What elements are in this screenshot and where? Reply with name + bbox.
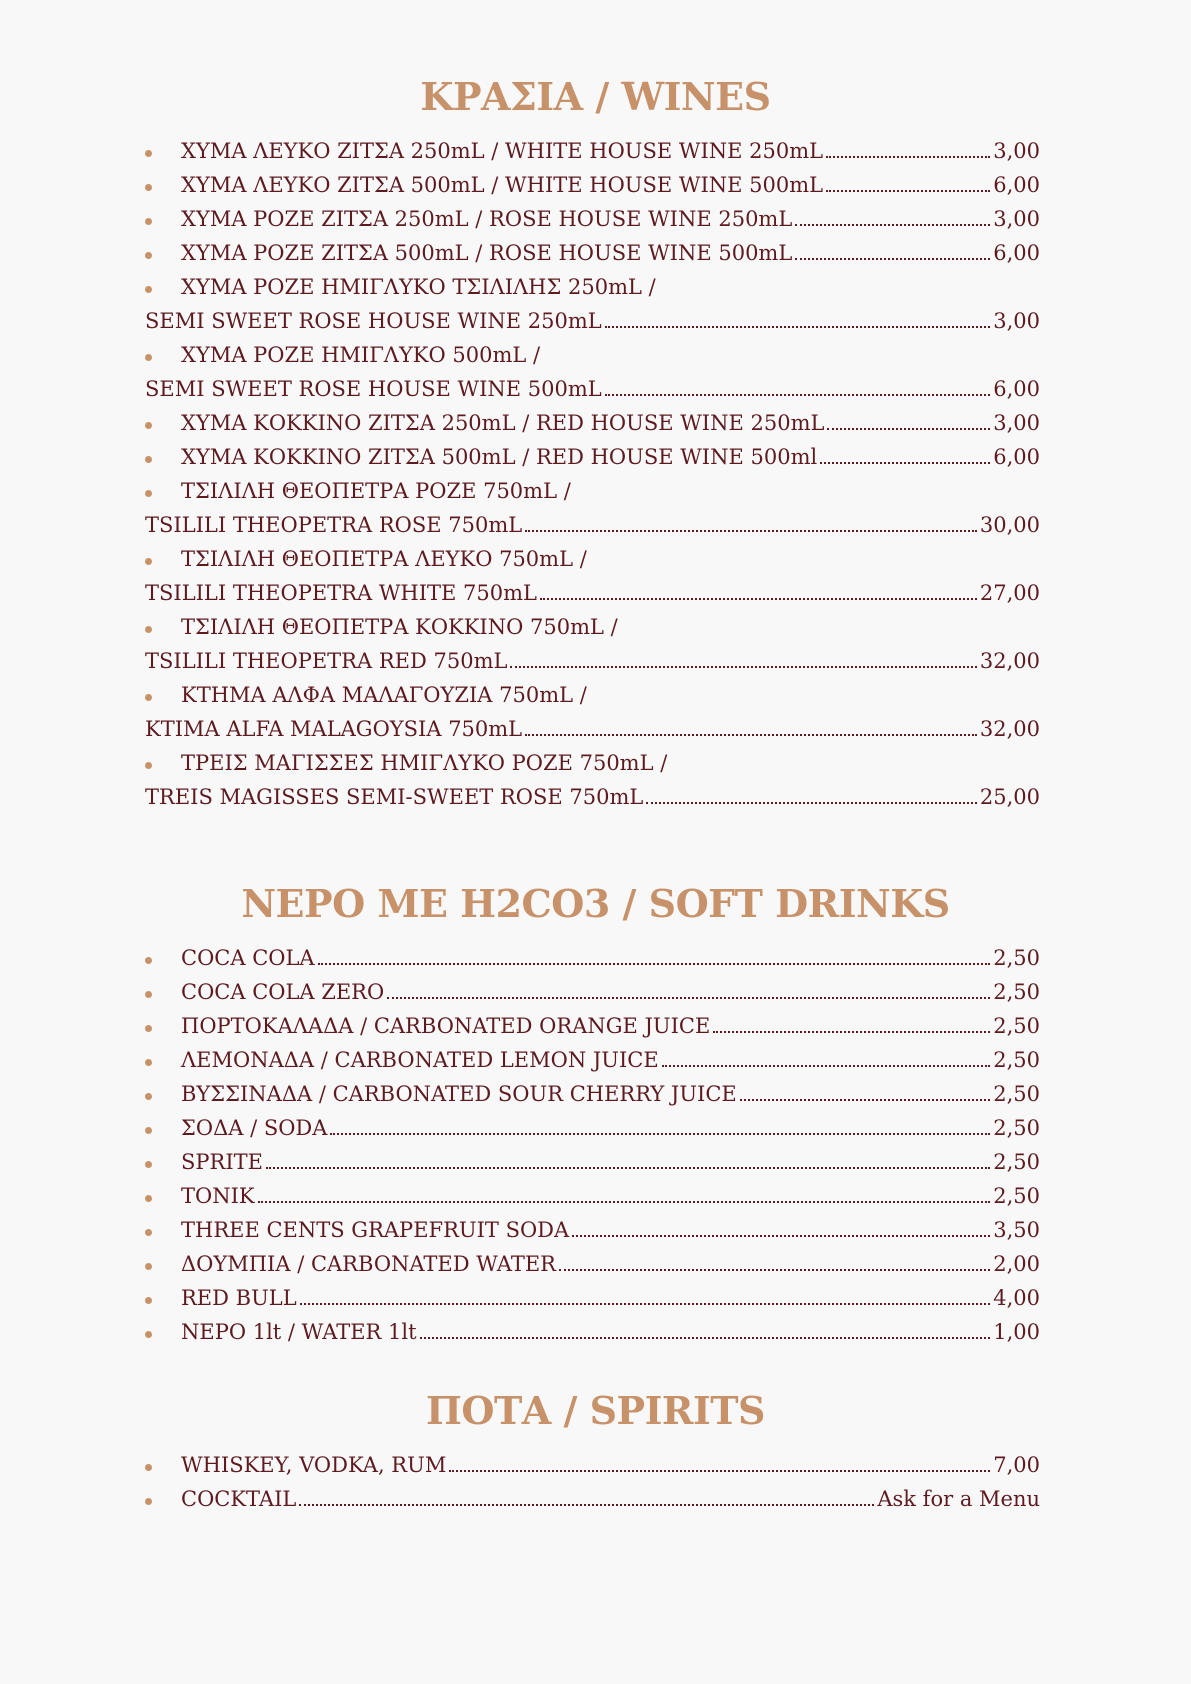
bullet-icon bbox=[145, 1093, 152, 1100]
bullet-icon bbox=[145, 1195, 152, 1202]
item-label: ΧΥΜΑ ΡΟΖΕ ΖΙΤΣΑ 250mL / ROSE HOUSE WINE 250mL bbox=[181, 207, 793, 231]
list-item bbox=[145, 204, 1040, 238]
list-item bbox=[145, 1450, 1040, 1484]
item-price: 30,00 bbox=[979, 513, 1040, 537]
item-label: SPRITE bbox=[181, 1150, 263, 1174]
soft-drinks-title: ΝΕΡΟ ΜΕ Η2CO3 / SOFT DRINKS bbox=[241, 881, 950, 926]
dot-leader bbox=[605, 394, 990, 396]
dot-leader bbox=[827, 428, 990, 430]
dot-leader bbox=[740, 1099, 991, 1101]
item-label: ΧΥΜΑ ΚΟΚΚΙΝΟ ΖΙΤΣΑ 500mL / RED HOUSE WINE 500ml bbox=[181, 445, 818, 469]
wines-list bbox=[145, 136, 1040, 816]
list-item bbox=[145, 1011, 1040, 1045]
item-label: TSILILI THEOPETRA ROSE 750mL bbox=[145, 513, 523, 537]
dot-leader bbox=[795, 258, 990, 260]
item-label: ΛΕΜΟΝΑΔΑ / CARBONATED LEMON JUICE bbox=[181, 1048, 659, 1072]
item-label: COCKTAIL bbox=[181, 1487, 297, 1511]
item-price: 25,00 bbox=[979, 785, 1040, 809]
list-item bbox=[145, 136, 1040, 170]
list-item bbox=[145, 170, 1040, 204]
dot-leader bbox=[387, 997, 990, 999]
list-item bbox=[145, 977, 1040, 1011]
item-greek-label: ΧΥΜΑ ΡΟΖΕ ΗΜΙΓΛΥΚΟ 500mL / bbox=[181, 343, 541, 367]
list-item bbox=[145, 1147, 1040, 1181]
bullet-icon bbox=[145, 1498, 152, 1505]
item-greek-label: ΤΡΕΙΣ ΜΑΓΙΣΣΕΣ ΗΜΙΓΛΥΚΟ ΡΟΖΕ 750mL / bbox=[181, 751, 668, 775]
list-item bbox=[145, 1249, 1040, 1283]
item-price: 27,00 bbox=[979, 581, 1040, 605]
list-item bbox=[145, 1317, 1040, 1351]
item-price: 3,00 bbox=[993, 411, 1040, 435]
item-label: ΧΥΜΑ ΛΕΥΚΟ ΖΙΤΣΑ 250mL / WHITE HOUSE WINE 250mL bbox=[181, 139, 824, 163]
list-item bbox=[145, 1181, 1040, 1215]
bullet-icon bbox=[145, 1229, 152, 1236]
item-label: ΒΥΣΣΙΝΑΔΑ / CARBONATED SOUR CHERRY JUICE bbox=[181, 1082, 737, 1106]
item-price: 1,00 bbox=[993, 1320, 1040, 1344]
dot-leader bbox=[258, 1201, 991, 1203]
item-label: COCA COLA bbox=[181, 946, 315, 970]
bullet-icon bbox=[145, 1127, 152, 1134]
list-item bbox=[145, 476, 1040, 544]
bullet-icon bbox=[145, 694, 152, 701]
item-price: Ask for a Menu bbox=[877, 1487, 1040, 1511]
item-price: 6,00 bbox=[993, 241, 1040, 265]
item-price: 3,50 bbox=[993, 1218, 1040, 1242]
item-price: 2,50 bbox=[993, 980, 1040, 1004]
item-price: 2,50 bbox=[993, 1014, 1040, 1038]
item-price: 3,00 bbox=[993, 309, 1040, 333]
soft-drinks-list bbox=[145, 943, 1040, 1351]
item-greek-label: ΧΥΜΑ ΡΟΖΕ ΗΜΙΓΛΥΚΟ ΤΣΙΛΙΛΗΣ 250mL / bbox=[181, 275, 656, 299]
item-label: ΣΟΔΑ / SODA bbox=[181, 1116, 328, 1140]
item-label: TONIK bbox=[181, 1184, 255, 1208]
list-item bbox=[145, 943, 1040, 977]
dot-leader bbox=[713, 1031, 990, 1033]
item-price: 7,00 bbox=[993, 1453, 1040, 1477]
dot-leader bbox=[826, 156, 990, 158]
dot-leader bbox=[300, 1303, 991, 1305]
bullet-icon bbox=[145, 218, 152, 225]
dot-leader bbox=[330, 1133, 990, 1135]
dot-leader bbox=[646, 802, 977, 804]
bullet-icon bbox=[145, 150, 152, 157]
item-price: 32,00 bbox=[979, 649, 1040, 673]
item-label: ΧΥΜΑ ΚΟΚΚΙΝΟ ΖΙΤΣΑ 250mL / RED HOUSE WINE 250mL bbox=[181, 411, 825, 435]
item-label: SEMI SWEET ROSE HOUSE WINE 250mL bbox=[145, 309, 602, 333]
bullet-icon bbox=[145, 184, 152, 191]
list-item bbox=[145, 748, 1040, 816]
bullet-icon bbox=[145, 422, 152, 429]
bullet-icon bbox=[145, 286, 152, 293]
item-price: 6,00 bbox=[993, 445, 1040, 469]
list-item bbox=[145, 408, 1040, 442]
item-label: ΧΥΜΑ ΡΟΖΕ ΖΙΤΣΑ 500mL / ROSE HOUSE WINE 500mL bbox=[181, 241, 793, 265]
item-price: 2,50 bbox=[993, 946, 1040, 970]
spirits-title: ΠΟΤΑ / SPIRITS bbox=[426, 1388, 765, 1433]
list-item bbox=[145, 1283, 1040, 1317]
item-label: RED BULL bbox=[181, 1286, 297, 1310]
bullet-icon bbox=[145, 354, 152, 361]
list-item bbox=[145, 612, 1040, 680]
list-item bbox=[145, 340, 1040, 408]
item-greek-label: ΚΤΗΜΑ ΑΛΦΑ ΜΑΛΑΓΟΥΖΙΑ 750mL / bbox=[181, 683, 587, 707]
item-price: 2,00 bbox=[993, 1252, 1040, 1276]
list-item bbox=[145, 1079, 1040, 1113]
bullet-icon bbox=[145, 626, 152, 633]
bullet-icon bbox=[145, 991, 152, 998]
dot-leader bbox=[795, 224, 990, 226]
wines-title: ΚΡΑΣΙΑ / WINES bbox=[420, 74, 771, 119]
bullet-icon bbox=[145, 252, 152, 259]
item-label: TSILILI THEOPETRA RED 750mL bbox=[145, 649, 508, 673]
bullet-icon bbox=[145, 558, 152, 565]
item-price: 2,50 bbox=[993, 1184, 1040, 1208]
spirits-list bbox=[145, 1450, 1040, 1518]
dot-leader bbox=[266, 1167, 990, 1169]
item-greek-label: ΤΣΙΛΙΛΗ ΘΕΟΠΕΤΡΑ ΡΟΖΕ 750mL / bbox=[181, 479, 571, 503]
list-item bbox=[145, 544, 1040, 612]
list-item bbox=[145, 1045, 1040, 1079]
item-label: ΔΟΥΜΠΙΑ / CARBONATED WATER bbox=[181, 1252, 556, 1276]
item-label: TREIS MAGISSES SEMI-SWEET ROSE 750mL bbox=[145, 785, 644, 809]
dot-leader bbox=[510, 666, 976, 668]
dot-leader bbox=[420, 1337, 991, 1339]
dot-leader bbox=[662, 1065, 991, 1067]
item-price: 3,00 bbox=[993, 207, 1040, 231]
list-item bbox=[145, 1215, 1040, 1249]
bullet-icon bbox=[145, 957, 152, 964]
list-item bbox=[145, 272, 1040, 340]
item-label: ΧΥΜΑ ΛΕΥΚΟ ΖΙΤΣΑ 500mL / WHITE HOUSE WINE 500mL bbox=[181, 173, 824, 197]
dot-leader bbox=[540, 598, 977, 600]
bullet-icon bbox=[145, 1297, 152, 1304]
item-price: 2,50 bbox=[993, 1082, 1040, 1106]
list-item bbox=[145, 442, 1040, 476]
dot-leader bbox=[559, 1269, 990, 1271]
list-item bbox=[145, 238, 1040, 272]
item-price: 2,50 bbox=[993, 1150, 1040, 1174]
item-label: SEMI SWEET ROSE HOUSE WINE 500mL bbox=[145, 377, 602, 401]
bullet-icon bbox=[145, 1331, 152, 1338]
bullet-icon bbox=[145, 456, 152, 463]
item-label: WHISKEY, VODKA, RUM bbox=[181, 1453, 447, 1477]
item-label: COCA COLA ZERO bbox=[181, 980, 385, 1004]
list-item bbox=[145, 1113, 1040, 1147]
bullet-icon bbox=[145, 490, 152, 497]
item-price: 6,00 bbox=[993, 173, 1040, 197]
dot-leader bbox=[449, 1470, 990, 1472]
item-price: 32,00 bbox=[979, 717, 1040, 741]
item-greek-label: ΤΣΙΛΙΛΗ ΘΕΟΠΕΤΡΑ ΚΟΚΚΙΝΟ 750mL / bbox=[181, 615, 618, 639]
item-label: THREE CENTS GRAPEFRUIT SODA bbox=[181, 1218, 570, 1242]
list-item bbox=[145, 1484, 1040, 1518]
dot-leader bbox=[525, 530, 977, 532]
dot-leader bbox=[826, 190, 990, 192]
bullet-icon bbox=[145, 762, 152, 769]
item-label: ΝΕΡΟ 1lt / WATER 1lt bbox=[181, 1320, 417, 1344]
item-price: 6,00 bbox=[993, 377, 1040, 401]
item-label: KTIMA ALFA MALAGOYSIA 750mL bbox=[145, 717, 523, 741]
bullet-icon bbox=[145, 1059, 152, 1066]
item-price: 3,00 bbox=[993, 139, 1040, 163]
item-price: 2,50 bbox=[993, 1048, 1040, 1072]
dot-leader bbox=[299, 1504, 874, 1506]
item-greek-label: ΤΣΙΛΙΛΗ ΘΕΟΠΕΤΡΑ ΛΕΥΚΟ 750mL / bbox=[181, 547, 587, 571]
bullet-icon bbox=[145, 1464, 152, 1471]
dot-leader bbox=[525, 734, 977, 736]
item-label: TSILILI THEOPETRA WHITE 750mL bbox=[145, 581, 537, 605]
item-label: ΠΟΡΤΟΚΑΛΑΔΑ / CARBONATED ORANGE JUICE bbox=[181, 1014, 711, 1038]
dot-leader bbox=[820, 462, 990, 464]
list-item bbox=[145, 680, 1040, 748]
item-price: 2,50 bbox=[993, 1116, 1040, 1140]
dot-leader bbox=[318, 963, 991, 965]
item-price: 4,00 bbox=[993, 1286, 1040, 1310]
dot-leader bbox=[605, 326, 990, 328]
bullet-icon bbox=[145, 1161, 152, 1168]
bullet-icon bbox=[145, 1263, 152, 1270]
bullet-icon bbox=[145, 1025, 152, 1032]
dot-leader bbox=[572, 1235, 990, 1237]
